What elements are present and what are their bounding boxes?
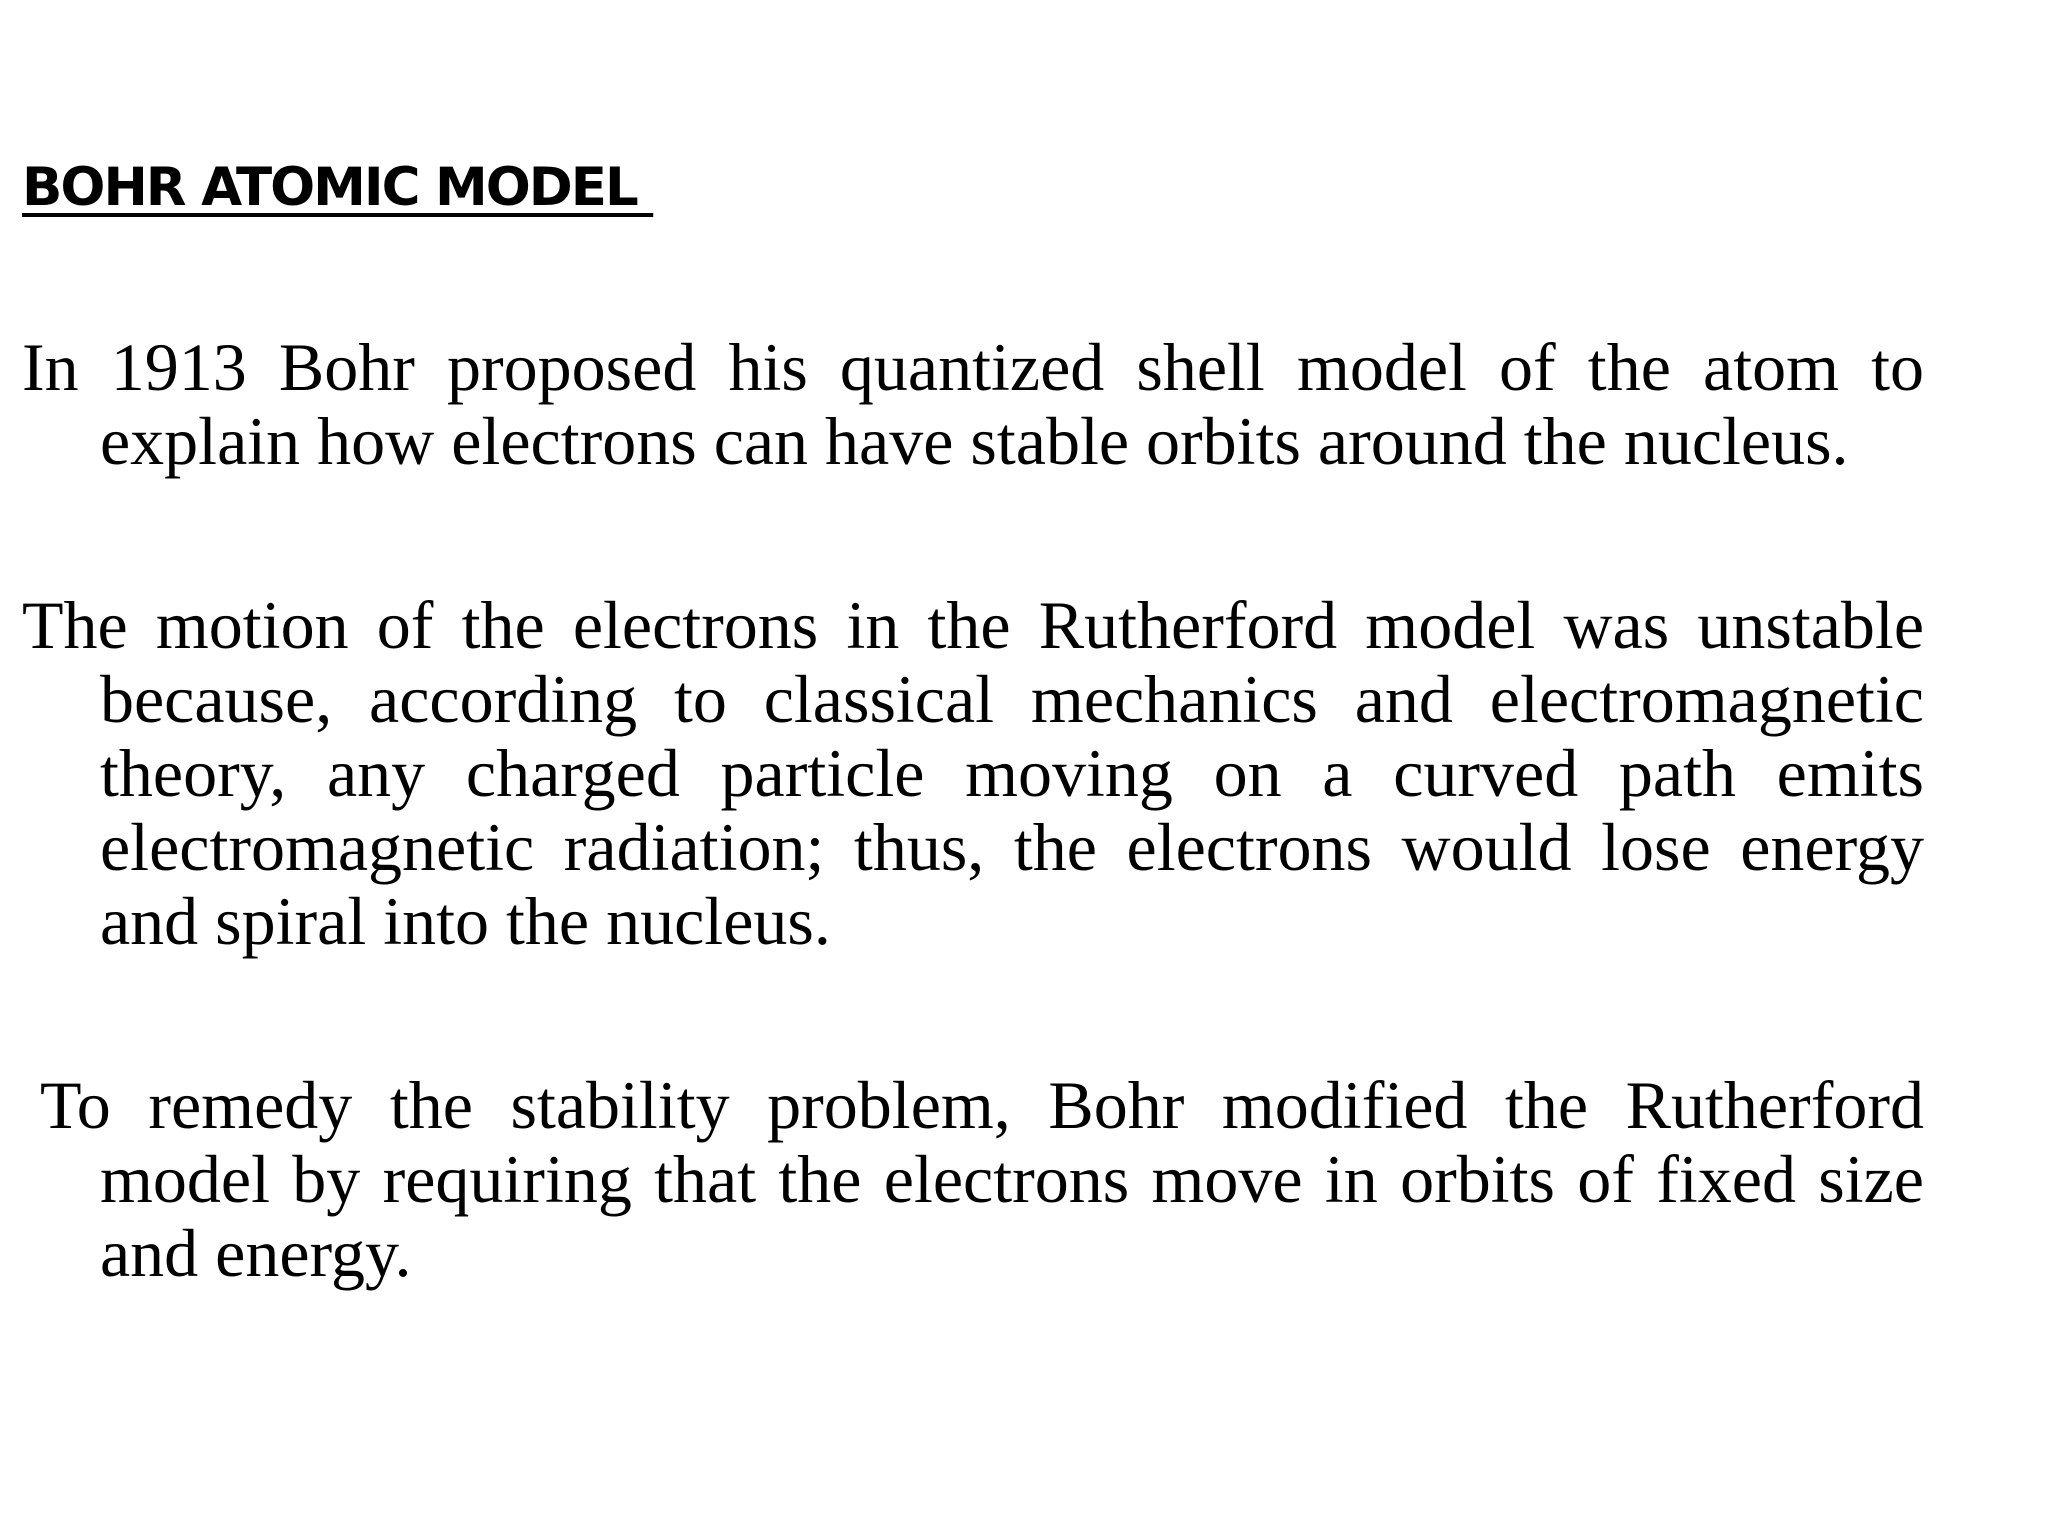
paragraph-1913-bohr-proposal: In 1913 Bohr proposed his quantized shell model of the atom to explain how electrons can have stable orbits around the nucleus.	[22, 329, 1924, 479]
paragraph-rutherford-instability: The motion of the electrons in the Rutherford model was unstable because, according to classical mechanics and electromagnetic theory, any charged particle moving on a curved path emits electromagnetic radiation; thus, the electrons would lose energy and spiral into the nucleus.	[22, 587, 1924, 959]
slide-title: BOHR ATOMIC MODEL	[22, 157, 654, 218]
slide-body	[22, 330, 1924, 1400]
paragraph-bohr-remedy: To remedy the stability problem, Bohr modified the Rutherford model by requiring that the electrons move in orbits of fixed size and energy.	[40, 1067, 1924, 1291]
